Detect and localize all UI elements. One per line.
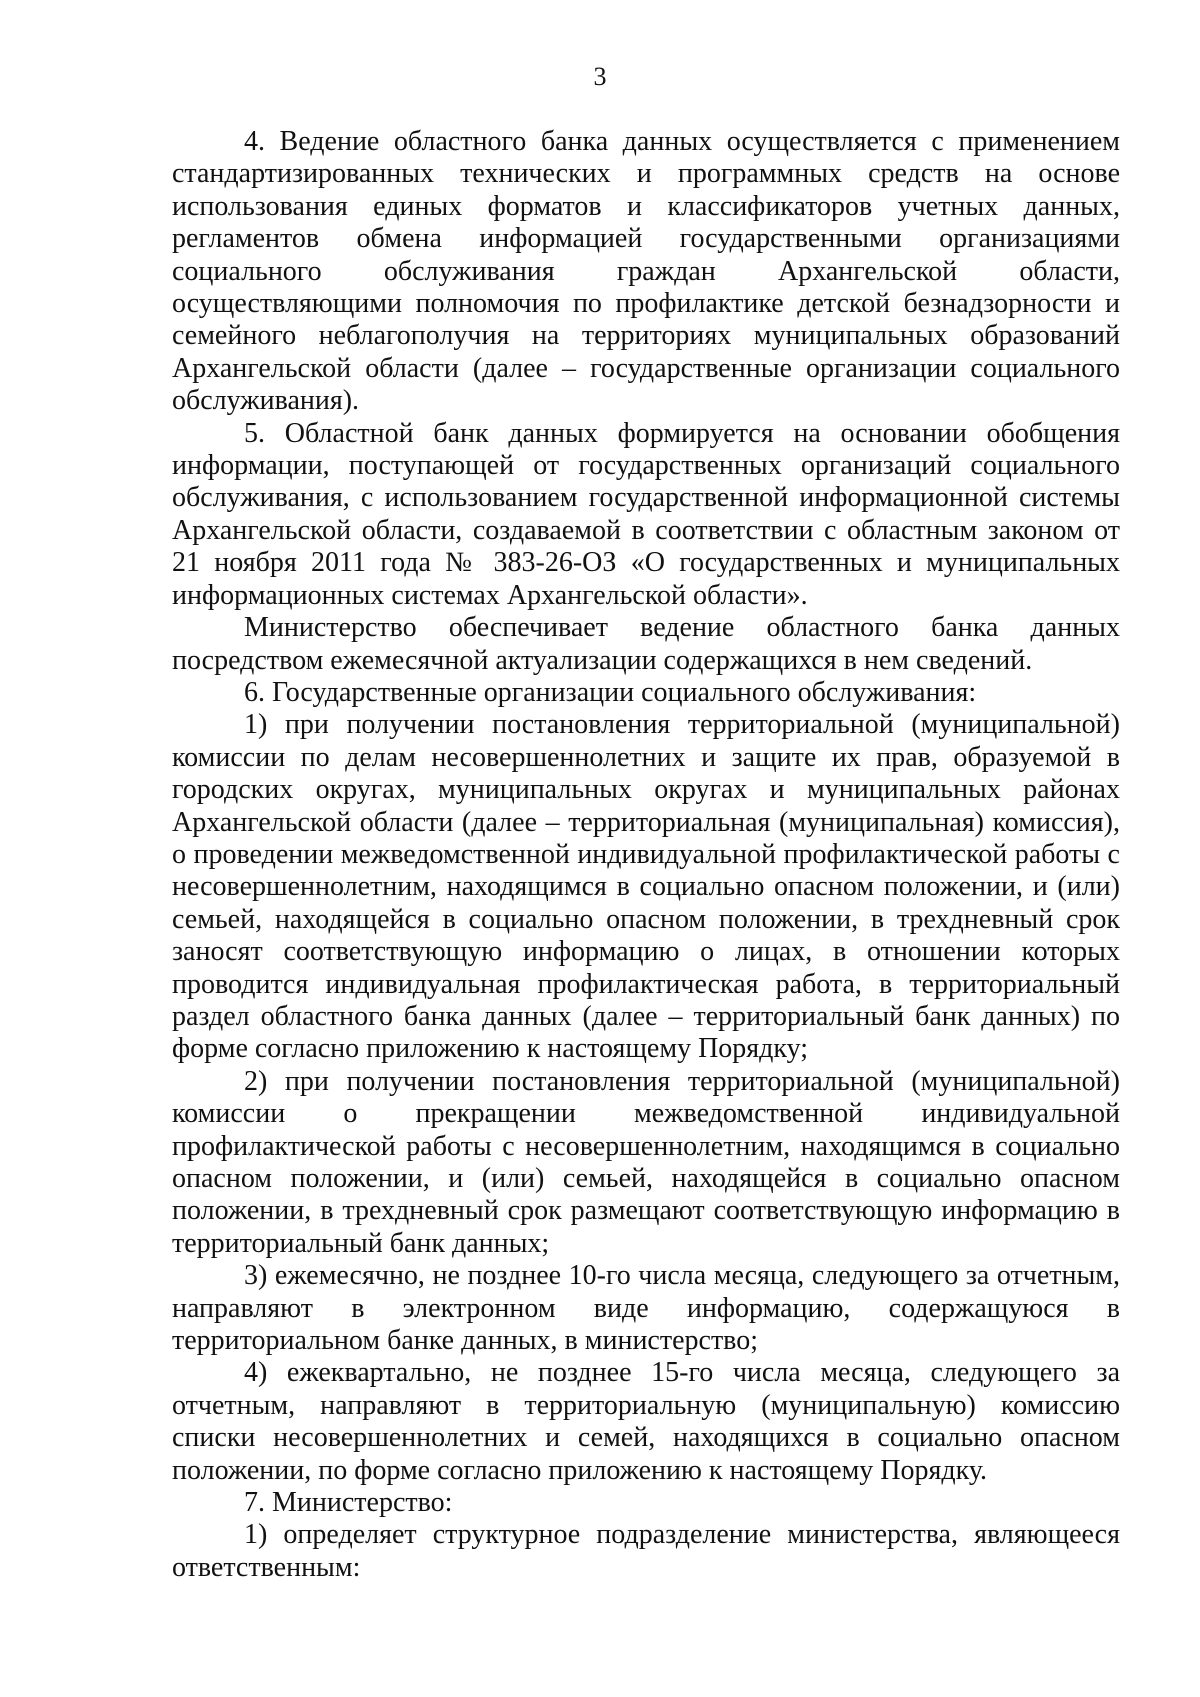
- paragraph-ministry-duty: Министерство обеспечивает ведение областного банка данных посредством ежемесячной актуализации содержащихся в нем сведений.: [172, 612, 1120, 676]
- paragraph-6-item-2: 2) при получении постановления территориальной (муниципальной) комиссии о прекращении межведомственной индивидуальной профилактической работы с несовершеннолетним, находящимся в социально опасном положении, и (или) семьей, находящейся в социально опасном положении, в трехдневный срок размещают соответствующую информацию в территориальный банк данных;: [172, 1065, 1120, 1259]
- page-number: 3: [593, 62, 607, 91]
- paragraph-7-item-1: 1) определяет структурное подразделение министерства, являющееся ответственным:: [172, 1519, 1120, 1583]
- paragraph-7: 7. Министерство:: [244, 1487, 453, 1519]
- paragraph-6-item-1: 1) при получении постановления территориальной (муниципальной) комиссии по делам несовершеннолетних и защите их прав, образуемой в городских округах, муниципальных округах и муниципальных районах Архангельской области (далее – территориальная (муниципальная) комиссия), о проведении межведомственной индивидуальной профилактической работы с несовершеннолетним, находящимся в социально опасном положении, и (или) семьей, находящейся в социально опасном положении, в трехдневный срок заносят соответствующую информацию о лицах, в отношении которых проводится индивидуальная профилактическая работа, в территориальный раздел областного банка данных (далее – территориальный банк данных) по форме согласно приложению к настоящему Порядку;: [172, 709, 1120, 1065]
- paragraph-6-item-3: 3) ежемесячно, не позднее 10-го числа месяца, следующего за отчетным, направляют в электронном виде информацию, содержащуюся в территориальном банке данных, в министерство;: [172, 1260, 1120, 1357]
- document-body: [172, 126, 1120, 1584]
- paragraph-5: 5. Областной банк данных формируется на основании обобщения информации, поступающей от государственных организаций социального обслуживания, с использованием государственной информационной системы Архангельской области, создаваемой в соответствии с областным законом от 21 ноября 2011 года № 383-26-ОЗ «О государственных и муниципальных информационных системах Архангельской области».: [172, 417, 1120, 611]
- paragraph-4: 4. Ведение областного банка данных осуществляется с применением стандартизированных технических и программных средств на основе использования единых форматов и классификаторов учетных данных, регламентов обмена информацией государственными организациями социального обслуживания граждан Архангельской области, осуществляющими полномочия по профилактике детской безнадзорности и семейного неблагополучия на территориях муниципальных образований Архангельской области (далее – государственные организации социального обслуживания).: [172, 126, 1120, 417]
- paragraph-6-item-4: 4) ежеквартально, не позднее 15-го числа месяца, следующего за отчетным, направляют в территориальную (муниципальную) комиссию списки несовершеннолетних и семей, находящихся в социально опасном положении, по форме согласно приложению к настоящему Порядку.: [172, 1357, 1120, 1486]
- paragraph-6: 6. Государственные организации социального обслуживания:: [244, 676, 977, 708]
